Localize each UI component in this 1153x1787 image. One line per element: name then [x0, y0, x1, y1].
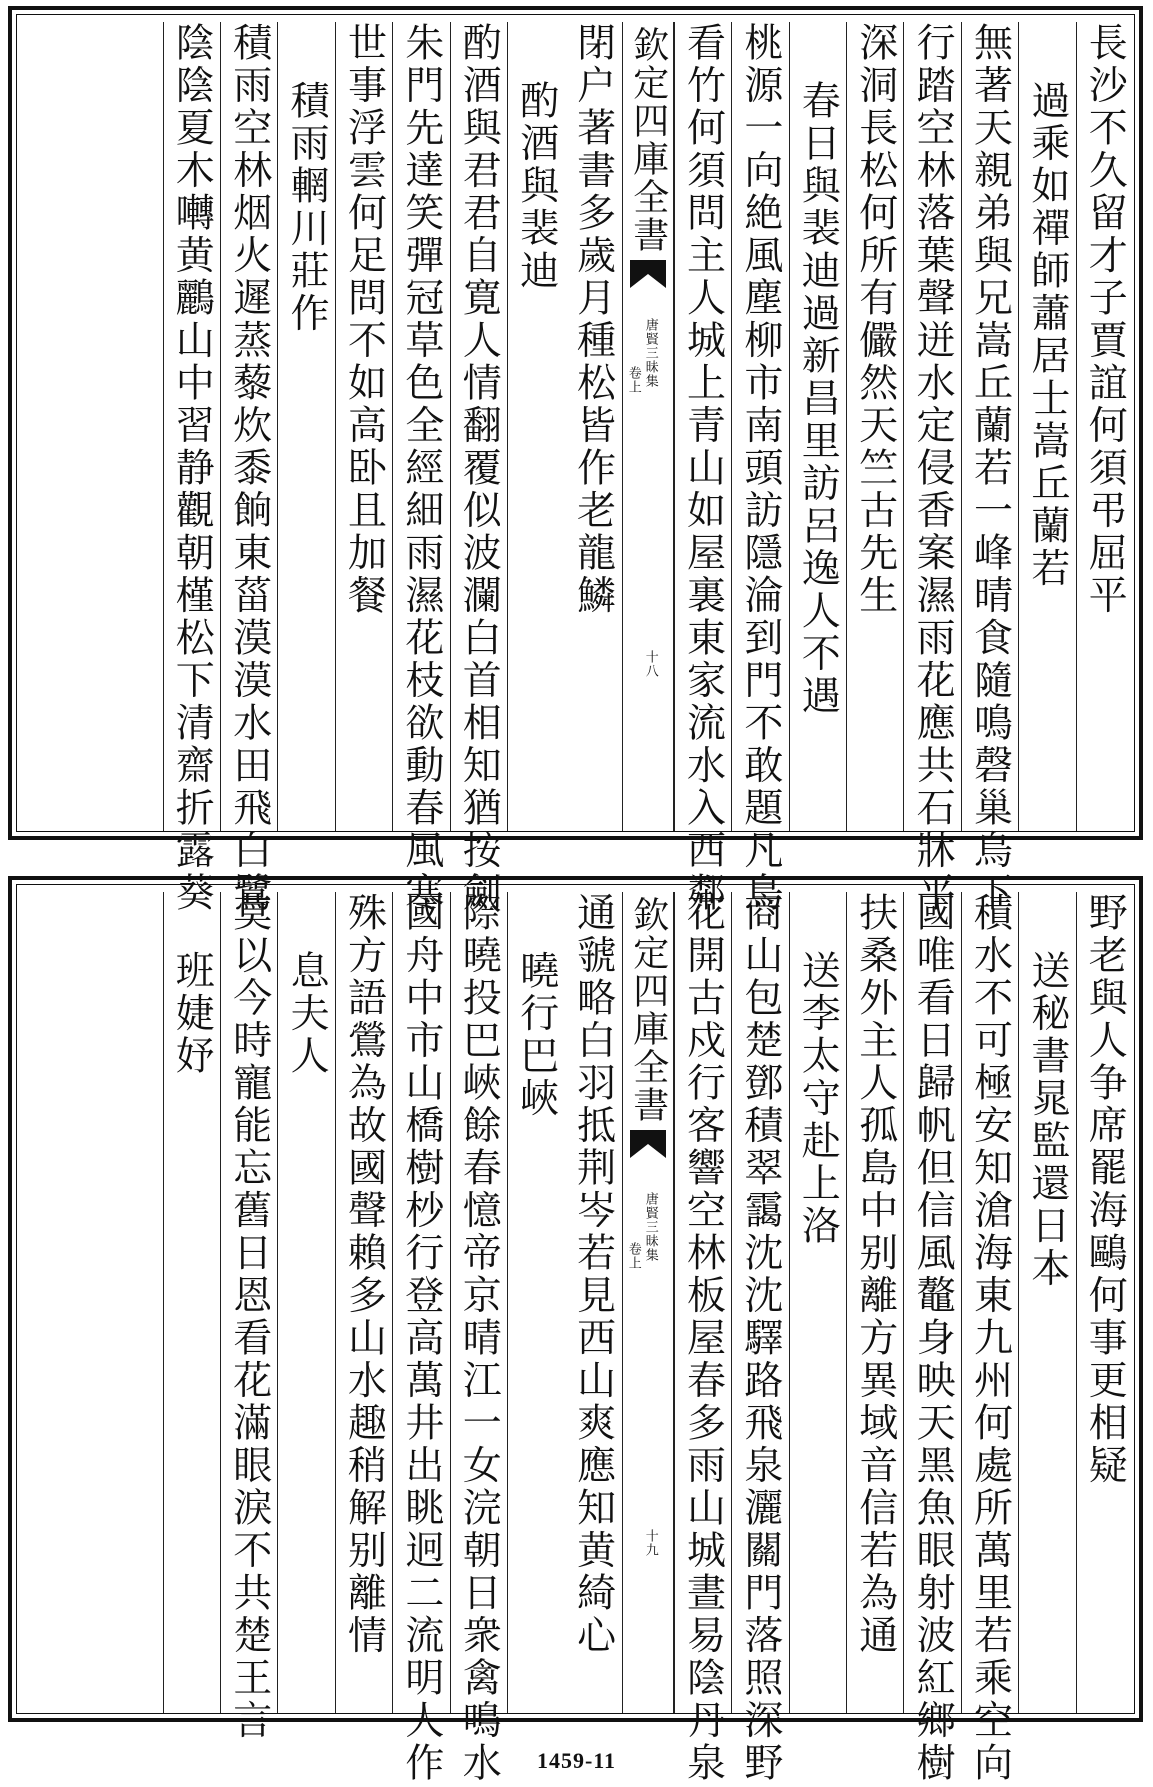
bottom-text-column — [789, 892, 846, 1714]
poem-title: 過乘如禪師蕭居士嵩丘蘭若 — [1024, 80, 1070, 590]
top-text-column — [392, 22, 449, 915]
top-text-column — [277, 22, 334, 832]
poem-line: 看竹何須問主人城上青山如屋裏東家流水入西鄰 — [680, 22, 726, 915]
poem-line: 花開古戍行客響空林板屋春多雨山城晝易陰丹泉 — [680, 892, 726, 1785]
top-border-frame — [8, 6, 1143, 915]
poem-line: 閉户著書多歲月種松皆作老龍鱗 — [570, 22, 616, 617]
bottom-text-column — [220, 892, 277, 1742]
bottom-text-column — [392, 892, 449, 1785]
poem-line: 無著天親弟與兄嵩丘蘭若一峰晴食隨鳴磬巢烏下 — [967, 22, 1013, 915]
page-number: 1459-11 — [536, 1748, 617, 1773]
bottom-text-column — [1018, 892, 1075, 1714]
top-leaf-number: 十八 — [642, 649, 658, 678]
bottom-collection-title: 欽定四庫全書 — [627, 896, 669, 1124]
bottom-text-column — [450, 892, 507, 1785]
poem-line: 商山包楚鄧積翠靄沈沈驛路飛泉灑關門落照深野 — [737, 892, 783, 1785]
top-text-column — [674, 22, 731, 915]
top-book-title: 唐賢三昧集 — [642, 317, 658, 388]
bottom-text-column — [961, 892, 1018, 1785]
poem-line: 莫以今時寵能忘舊日恩看花滿眼淚不共楚王言 — [226, 892, 272, 1742]
poem-title: 息夫人 — [284, 950, 330, 1078]
top-text-column — [903, 22, 960, 915]
poem-line: 長沙不久留才子賈誼何須弔屈平 — [1082, 22, 1128, 617]
poem-title: 班婕妤 — [169, 950, 215, 1078]
poem-line: 殊方語鶯為故國聲賴多山水趣稍解别離情 — [341, 892, 387, 1657]
bottom-text-column — [846, 892, 903, 1714]
poem-line: 野老與人争席罷海鷗何事更相疑 — [1082, 892, 1128, 1487]
bottom-text-column — [903, 892, 960, 1785]
top-text-column — [789, 22, 846, 832]
poem-title: 送李太守赴上洛 — [795, 950, 841, 1248]
top-fishtail-mark-icon — [628, 258, 668, 290]
top-text-column — [163, 22, 220, 915]
poem-title: 送秘書晁監還日本 — [1024, 950, 1070, 1290]
poem-line: 朱門先達笑彈冠草色全經細雨濕花枝欲動春風寒 — [398, 22, 444, 915]
poem-line: 深洞長松何所有儼然天竺古先生 — [852, 22, 898, 617]
bottom-text-column — [335, 892, 392, 1714]
poem-line: 積雨空林烟火遲蒸藜炊黍餉東菑漠漠水田飛白鷺 — [226, 22, 272, 915]
poem-line: 國唯看日歸帆但信風鼇身映天黑魚眼射波紅鄉樹 — [910, 892, 956, 1785]
poem-title: 春日與裴迪過新昌里訪呂逸人不遇 — [795, 80, 841, 718]
top-text-column — [731, 22, 788, 915]
top-text-column — [564, 22, 621, 832]
poem-line: 通虢略白羽抵荆岑若見西山爽應知黄綺心 — [570, 892, 616, 1657]
bottom-text-column — [163, 892, 220, 1714]
poem-line: 扶桑外主人孤島中别離方異域音信若為通 — [852, 892, 898, 1657]
bottom-leaf-number: 十九 — [642, 1529, 658, 1558]
poem-title: 曉行巴峽 — [513, 950, 559, 1120]
bottom-center-column — [622, 892, 674, 1714]
bottom-book-title: 唐賢三昧集 — [642, 1192, 658, 1263]
bottom-volume-label: 卷上 — [625, 1241, 641, 1270]
top-text-column — [220, 22, 277, 915]
poem-line: 際曉投巴峽餘春憶帝京晴江一女浣朝日衆禽鳴水 — [456, 892, 502, 1785]
top-text-column — [507, 22, 564, 832]
top-text-column — [335, 22, 392, 832]
bottom-text-column — [277, 892, 334, 1714]
poem-line: 積水不可極安知滄海東九州何處所萬里若乘空向 — [967, 892, 1013, 1785]
top-text-column — [961, 22, 1018, 915]
poem-line: 酌酒與君君自寛人情翻覆似波瀾白首相知猶按劍 — [456, 22, 502, 915]
poem-line: 世事浮雲何足問不如高卧且加餐 — [341, 22, 387, 617]
top-volume-label: 卷上 — [625, 366, 641, 395]
bottom-text-column — [564, 892, 621, 1714]
poem-title: 酌酒與裴迪 — [513, 80, 559, 293]
top-text-column — [450, 22, 507, 915]
top-text-column — [1076, 22, 1133, 832]
top-text-column — [846, 22, 903, 832]
top-center-column — [622, 22, 674, 832]
bottom-text-column — [731, 892, 788, 1785]
top-collection-title: 欽定四庫全書 — [627, 26, 669, 254]
poem-line: 桃源一向絶風塵柳市南頭訪隱淪到門不敢題凡鳥 — [737, 22, 783, 915]
bottom-text-column — [674, 892, 731, 1785]
bottom-fishtail-mark-icon — [628, 1128, 668, 1160]
poem-line: 行踏空林落葉聲迸水定侵香案濕雨花應共石牀平 — [910, 22, 956, 915]
poem-title: 積雨輞川莊作 — [284, 80, 330, 335]
bottom-text-column — [507, 892, 564, 1714]
top-text-column — [1018, 22, 1075, 832]
bottom-text-column — [1076, 892, 1133, 1714]
poem-line: 國舟中市山橋樹杪行登高萬井出眺迥二流明人作 — [398, 892, 444, 1785]
poem-line: 陰陰夏木囀黄鸝山中習静觀朝槿松下清齋折露葵 — [169, 22, 215, 915]
